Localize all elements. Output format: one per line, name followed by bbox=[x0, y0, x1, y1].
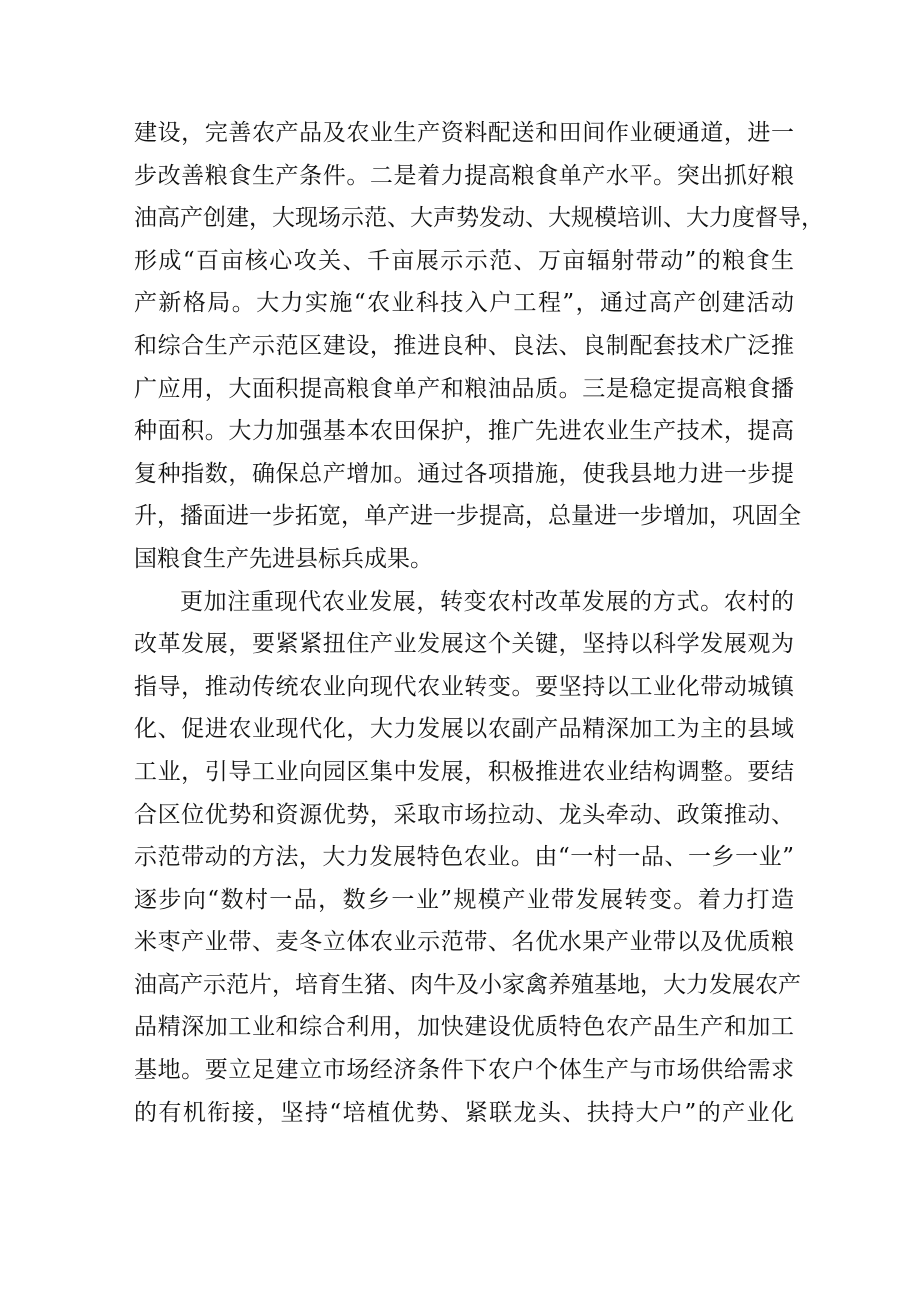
text-line: 工业，引导工业向园区集中发展，积极推进农业结构调整。要结 bbox=[134, 758, 794, 785]
text-line: 油高产创建，大现场示范、大声势发动、大规模培训、大力度督导， bbox=[134, 205, 824, 232]
text-line: 指导，推动传统农业向现代农业转变。要坚持以工业化带动城镇 bbox=[134, 673, 794, 700]
text-line: 逐步向“数村一品，数乡一业”规模产业带发展转变。着力打造 bbox=[134, 886, 794, 913]
text-line: 和综合生产示范区建设，推进良种、良法、良制配套技术广泛推 bbox=[134, 332, 794, 359]
text-line: 基地。要立足建立市场经济条件下农户个体生产与市场供给需求 bbox=[134, 1057, 794, 1084]
text-line: 米枣产业带、麦冬立体农业示范带、名优水果产业带以及优质粮 bbox=[134, 929, 794, 956]
text-line: 的有机衔接，坚持“培植优势、紧联龙头、扶持大户”的产业化 bbox=[134, 1099, 794, 1126]
text-line: 化、促进农业现代化，大力发展以农副产品精深加工为主的县域 bbox=[134, 716, 794, 743]
text-line: 更加注重现代农业发展，转变农村改革发展的方式。农村的 bbox=[180, 588, 794, 615]
text-line: 国粮食生产先进县标兵成果。 bbox=[134, 545, 433, 572]
paragraph-grain-production bbox=[134, 112, 824, 581]
body-text bbox=[134, 112, 824, 1134]
paragraph-modern-agriculture bbox=[134, 581, 801, 1135]
text-line: 建设，完善农产品及农业生产资料配送和田间作业硬通道，进一 bbox=[134, 120, 794, 146]
text-line: 种面积。大力加强基本农田保护，推广先进农业生产技术，提高 bbox=[134, 418, 794, 445]
text-line: 升，播面进一步拓宽，单产进一步提高，总量进一步增加，巩固全 bbox=[134, 503, 801, 530]
text-line: 步改善粮食生产条件。二是着力提高粮食单产水平。突出抓好粮 bbox=[134, 162, 794, 189]
text-line: 广应用，大面积提高粮食单产和粮油品质。三是稳定提高粮食播 bbox=[134, 375, 794, 402]
text-line: 复种指数，确保总产增加。通过各项措施，使我县地力进一步提 bbox=[134, 460, 794, 487]
text-line: 合区位优势和资源优势，采取市场拉动、龙头牵动、政策推动、 bbox=[134, 801, 794, 828]
text-line: 改革发展，要紧紧扭住产业发展这个关键，坚持以科学发展观为 bbox=[134, 631, 794, 658]
text-line: 产新格局。大力实施“农业科技入户工程”，通过高产创建活动 bbox=[134, 290, 794, 317]
text-line: 油高产示范片，培育生猪、肉牛及小家禽养殖基地，大力发展农产 bbox=[134, 971, 801, 998]
text-line: 形成“百亩核心攻关、千亩展示示范、万亩辐射带动”的粮食生 bbox=[134, 247, 794, 274]
text-line: 示范带动的方法，大力发展特色农业。由“一村一品、一乡一业” bbox=[134, 844, 794, 871]
text-line: 品精深加工业和综合利用，加快建设优质特色农产品生产和加工 bbox=[134, 1014, 794, 1041]
